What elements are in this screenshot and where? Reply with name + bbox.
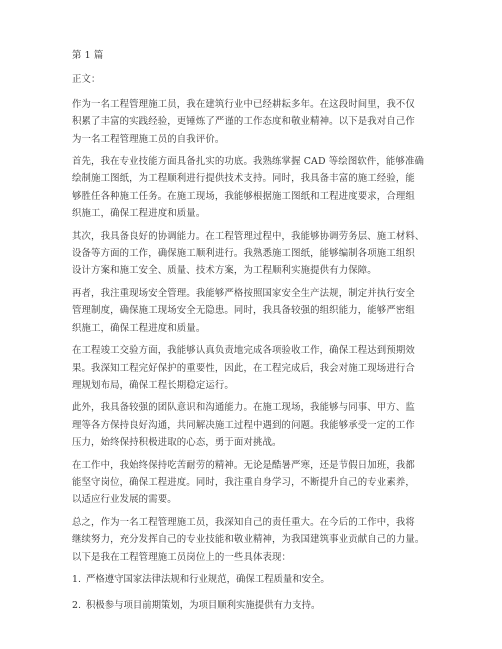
list-item <box>72 597 444 614</box>
list-number: 1. <box>72 573 81 585</box>
paragraph-diligence: 在工作中，我始终保持吃苦耐劳的精神。无论是酷暑严寒，还是节假日加班，我都 能坚守岗位，确保工程进度。同时，我注重自身学习，不断提升自己的专业素养， 以适应行业发展的需要。 <box>72 459 415 506</box>
list-number: 2. <box>72 600 81 612</box>
paragraph-safety: 再者，我注重现场安全管理。我能够严格按照国家安全生产法规，制定并执行安全 管理制度，确保施工现场安全无隐患。同时，我具备较强的组织能力，能够严密组 织施工，确保工程进度和质量。 <box>72 287 415 334</box>
document-page <box>72 47 444 624</box>
paragraph-summary: 总之，作为一名工程管理施工员，我深知自己的责任重大。在今后的工作中，我将 继续努力，充分发挥自己的专业技能和敬业精神，为我国建筑事业贡献自己的力量。 以下是我在工程管理施工员岗位上的一些具体表现： <box>72 516 425 563</box>
paragraph-skills: 首先，我在专业技能方面具备扎实的功底。我熟练掌握 CAD 等绘图软件，能够准确 绘制施工图纸，为工程顺利进行提供技术支持。同时，我具备丰富的施工经验，能 够胜任各种施工任务。在施工现场，我能够根据施工图纸和工程进度要求，合理组 织施工，确保工程进度和质量。 <box>72 156 425 220</box>
paragraph-acceptance: 在工程竣工交验方面，我能够认真负责地完成各项验收工作，确保工程达到预期效 果。我深知工程完好保护的重要性，因此，在工程完成后，我会对施工现场进行合 理规划布局，确保工程长期稳定运行。 <box>72 345 415 391</box>
section-label: 第 1 篇 <box>72 50 104 61</box>
list-text: 严格遵守国家法律法规和行业规范，确保工程质量和安全。 <box>86 573 330 585</box>
body-label: 正文： <box>72 74 101 86</box>
list-item <box>72 571 444 588</box>
paragraph-intro: 作为一名工程管理施工员，我在建筑行业中已经耕耘多年。在这段时间里，我不仅 积累了丰富的实践经验，更锤炼了严谨的工作态度和敬业精神。以下是我对自己作 为一名工程管理施工员的自我评价。 <box>72 98 415 145</box>
paragraph-teamwork: 此外，我具备较强的团队意识和沟通能力。在施工现场，我能够与同事、甲方、监 理等各方保持良好沟通，共同解决施工过程中遇到的问题。我能够承受一定的工作 压力，始终保持积极进取的心态，勇于面对挑战。 <box>72 402 415 449</box>
paragraph-coordination: 其次，我具备良好的协调能力。在工程管理过程中，我能够协调劳务层、施工材料、 设备等方面的工作，确保施工顺利进行。我熟悉施工图纸，能够编制各项施工组织 设计方案和施工安全、质量、技术方案，为工程顺利实施提供有力保障。 <box>72 230 425 277</box>
list-text: 积极参与项目前期策划，为项目顺利实施提供有力支持。 <box>86 600 321 612</box>
